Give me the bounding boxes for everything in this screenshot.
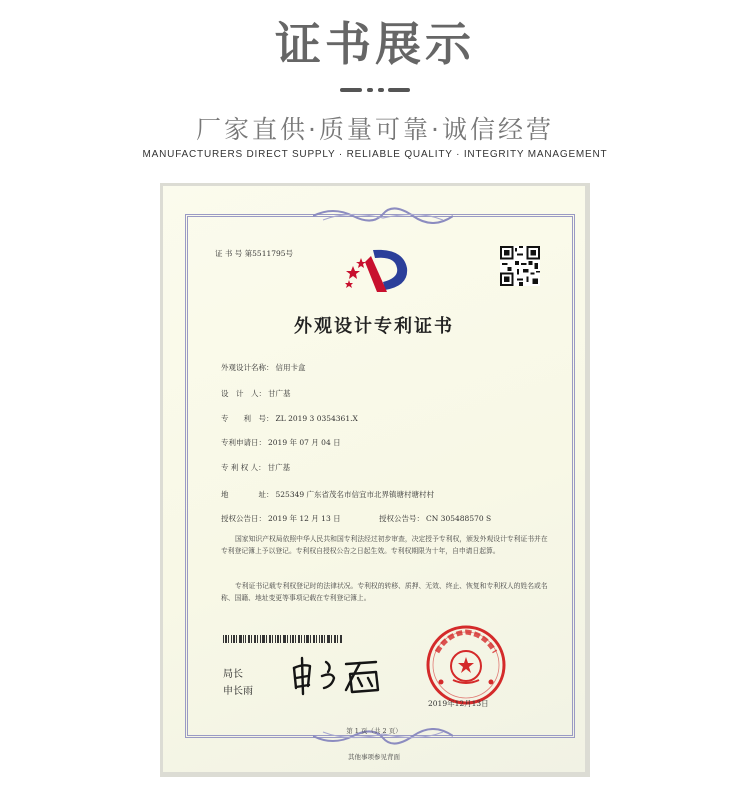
page-number: 第 1 页（共 2 页） [346,727,402,735]
certificate-title: 外观设计专利证书 [294,316,454,337]
patent-number-field: 专 利 号： ZL 2019 3 0354361.X [221,414,358,423]
announcement-date-field: 授权公告日： 2019 年 12 月 13 日 [221,514,341,523]
seal-date: 2019年12月13日 [428,699,489,708]
patent-office-emblem-icon [343,246,413,298]
page-subtitle-english: MANUFACTURERS DIRECT SUPPLY · RELIABLE QUALITY · INTEGRITY MANAGEMENT [142,149,608,160]
certificate-number: 证 书 号 第5511795号 [215,249,294,258]
footer-note: 其他事项参见背面 [348,753,400,761]
border-ornament-top [313,206,453,224]
barcode-icon [223,635,343,643]
patentee-field: 专 利 权 人： 甘广基 [221,463,291,472]
designer-field: 设 计 人： 甘广基 [221,389,291,398]
certificate-paragraph: 专利证书记载专利权登记时的法律状况。专利权的转移、质押、无效、终止、恢复和专利权人的姓名或名称、国籍、地址变更等事项记载在专利登记簿上。 [221,582,548,602]
official-seal-icon [425,624,507,706]
page-title: 证书展示 [275,17,475,71]
application-date-field: 专利申请日： 2019 年 07 月 04 日 [221,438,341,447]
director-title: 局长 [223,669,243,680]
certificate-paragraph: 国家知识产权局依照中华人民共和国专利法经过初步审查，决定授予专利权，颁发外观设计专利证书并在专利登记簿上予以登记。专利权自授权公告之日起生效。专利权期限为十年，自申请日起算。 [221,535,548,555]
director-signature-icon [288,654,388,696]
design-name-field: 外观设计名称： 信用卡盒 [221,363,306,372]
qr-code-icon [500,246,540,286]
announcement-number-field: 授权公告号： CN 305488570 S [379,514,492,523]
title-divider [340,88,410,92]
certificate [163,186,585,772]
address-field: 地 址： 525349 广东省茂名市信宜市北界镇塘村塘村村 [221,490,435,499]
director-name: 申长雨 [223,686,253,697]
page-subtitle: 厂家直供·质量可靠·诚信经营 [196,115,554,144]
